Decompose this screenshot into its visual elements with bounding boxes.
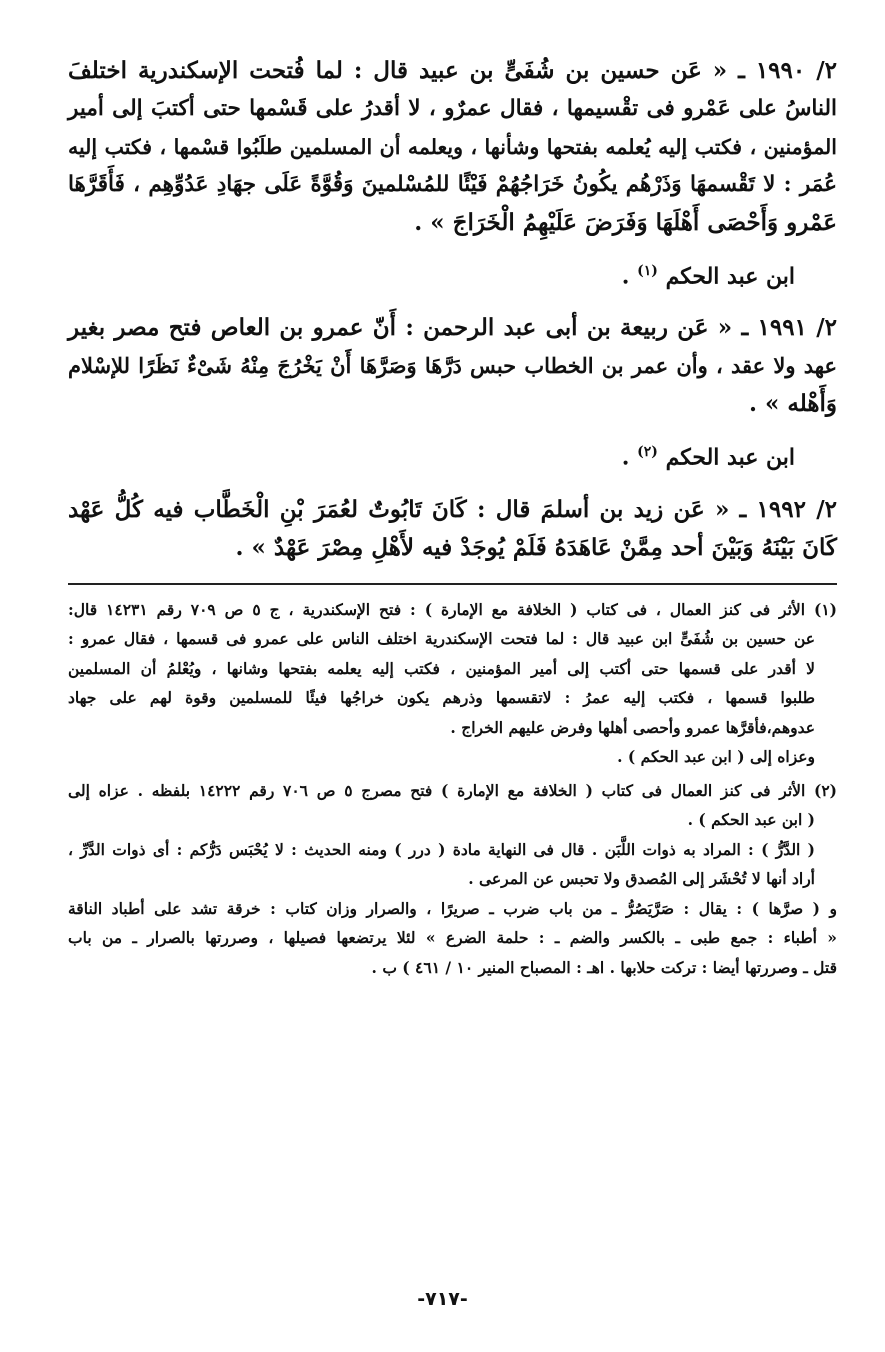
footnote-line: أراد أنها لا تُحْشَر إلى المُصدق ولا تحبس عن المرعى . bbox=[468, 869, 815, 889]
text-line: المؤمنين ، فكتب إليه يُعلمه بفتحها وشأنها ، ويعلمه أن المسلمين طلَبُوا قسْمها ، فكتب إليه bbox=[68, 135, 837, 159]
footnote-line: ( الدَّرُّ ) : المراد به ذوات اللَّبَن . قال فى النهاية مادة ( درر ) ومنه الحديث : لا يُحْبَس دَرُّكم : أى ذوات الدَّرِّ ، bbox=[68, 839, 815, 859]
footnote-2 bbox=[68, 776, 837, 983]
hadith-entry-1990 bbox=[68, 52, 837, 242]
text-line: ٢/ ١٩٩١ ـ « عَن ربيعة بن أبى عبد الرحمن : أَنّ عمرو بن العاص فتح مصر بغير bbox=[68, 314, 837, 342]
footnote-line: لا أقدر على قسمها حتى أكتب إلى أمير المؤمنين ، فكتب إليه يعلمه بفتحها وشانها ، ويُعْلمُ أن المسلمين bbox=[68, 658, 815, 678]
footnote-line: و ( صرَّها ) : يقال : صَرَّيَصُرُّ ـ من باب ضرب ـ صريرًا ، والصرار وزان كتاب : خرقة تشد على أطباد الناقة bbox=[68, 898, 837, 918]
footnote-line: عن حسين بن شُفَىٍّ ابن عبيد قال : لما فتحت الإسكندرية اختلف الناس على عمرو فى قسمها ، فقال عمرو : bbox=[68, 629, 816, 649]
text-line: ٢/ ١٩٩٢ ـ « عَن زيد بن أسلمَ قال : كَانَ تَابُوتٌ لعُمَرَ بْنِ الْخَطَّاب فيه كُلُّ عَهْد bbox=[68, 495, 837, 523]
source-citation bbox=[68, 433, 795, 476]
footnote-line: (١) الأثر فى كنز العمال ، فى كتاب ( الخلافة مع الإمارة ) : فتح الإسكندرية ، ج ٥ ص ٧٠٩ رقم ١٤٢٣١ قال: bbox=[68, 599, 837, 619]
footnote-line: « أطباء : جمع طبى ـ بالكسر والضم ـ : حلمة الضرع » لئلا يرتضعها فصيلها ، وصررتها بالصرار ـ من باب bbox=[68, 928, 837, 948]
text-line: الناسُ على عَمْرو فى تقْسيمها ، فقال عمرٌو ، لا أقدرُ على قَسْمها حتى أكتبَ إلى أمير bbox=[68, 96, 837, 121]
period: . bbox=[621, 263, 630, 290]
footnote-line: طلبوا قسمها ، فكتب إليه عمرُ : لاتقسمها وذرهم يكون خراجُها فيئًا للمسلمين وقوة لهم على جهاد bbox=[68, 688, 815, 708]
footnote-line: (٢) الأثر فى كنز العمال فى كتاب ( الخلافة مع الإمارة ) فتح مصرج ٥ ص ٧٠٦ رقم ١٤٢٢٢ بلفظه . عزاه إلى bbox=[68, 780, 837, 800]
text-line: كَانَ بَيْنَهُ وَبَيْنَ أحد مِمَّنْ عَاهَدَهُ فَلَمْ يُوجَدْ فيه لأَهْلِ مِصْرَ عَهْدٌ » . bbox=[235, 533, 837, 561]
hadith-entry-1992 bbox=[68, 491, 837, 567]
footnote-line: عدوهم،فأقرَّها عمرو وأحصى أهلها وفرض عليهم الخراج . bbox=[450, 717, 815, 737]
source-name: ابن عبد الحكم bbox=[665, 263, 795, 290]
footnote-line: ( ابن عبد الحكم ) . bbox=[687, 810, 815, 830]
text-line: ٢/ ١٩٩٠ ـ « عَن حسين بن شُفَىٍّ بن عبيد قال : لما فُتحت الإسكندرية اختلفَ bbox=[68, 57, 837, 84]
page-number: -٧١٧- bbox=[417, 1288, 468, 1310]
text-line: وَأَهْله » . bbox=[749, 390, 837, 418]
footnote-divider bbox=[68, 583, 837, 585]
text-line: عَمْرو وَأَحْصَى أَهْلَهَا وَفَرَضَ عَلَيْهِمُ الْخَرَاجَ » . bbox=[414, 209, 837, 236]
footnote-1 bbox=[68, 595, 837, 772]
source-citation bbox=[68, 252, 795, 295]
text-line: عهد ولا عقد ، وأن عمر بن الخطاب حبس دَرَّهَا وَصَرَّهَا أَنْ يَخْرُجَ مِنْهُ شَىْءٌ نَظَرًا للإسْلام bbox=[68, 353, 837, 379]
footnote-reference[interactable]: (٢) bbox=[637, 444, 658, 461]
footnote-line: قتل ـ وصررتها أيضا : تركت حلابها . اهـ : المصباح المنير ١٠ / ٤٦١ ) ب . bbox=[371, 957, 837, 977]
hadith-entry-1991 bbox=[68, 309, 837, 423]
source-name: ابن عبد الحكم bbox=[665, 444, 795, 471]
footnote-line: وعزاه إلى ( ابن عبد الحكم ) . bbox=[617, 747, 815, 767]
footnote-reference[interactable]: (١) bbox=[637, 263, 658, 279]
page-content bbox=[68, 52, 837, 982]
text-line: عُمَر : لا تَقْسمهَا وَذَرْهُم يكُونُ خَرَاجُهُمْ فَيْئًا للمُسْلمينَ وَقُوَّةً عَلَى جهَادِ عَدُوِّهِم ، فَأَقَرَّهَا bbox=[68, 172, 837, 197]
period: . bbox=[621, 444, 630, 471]
